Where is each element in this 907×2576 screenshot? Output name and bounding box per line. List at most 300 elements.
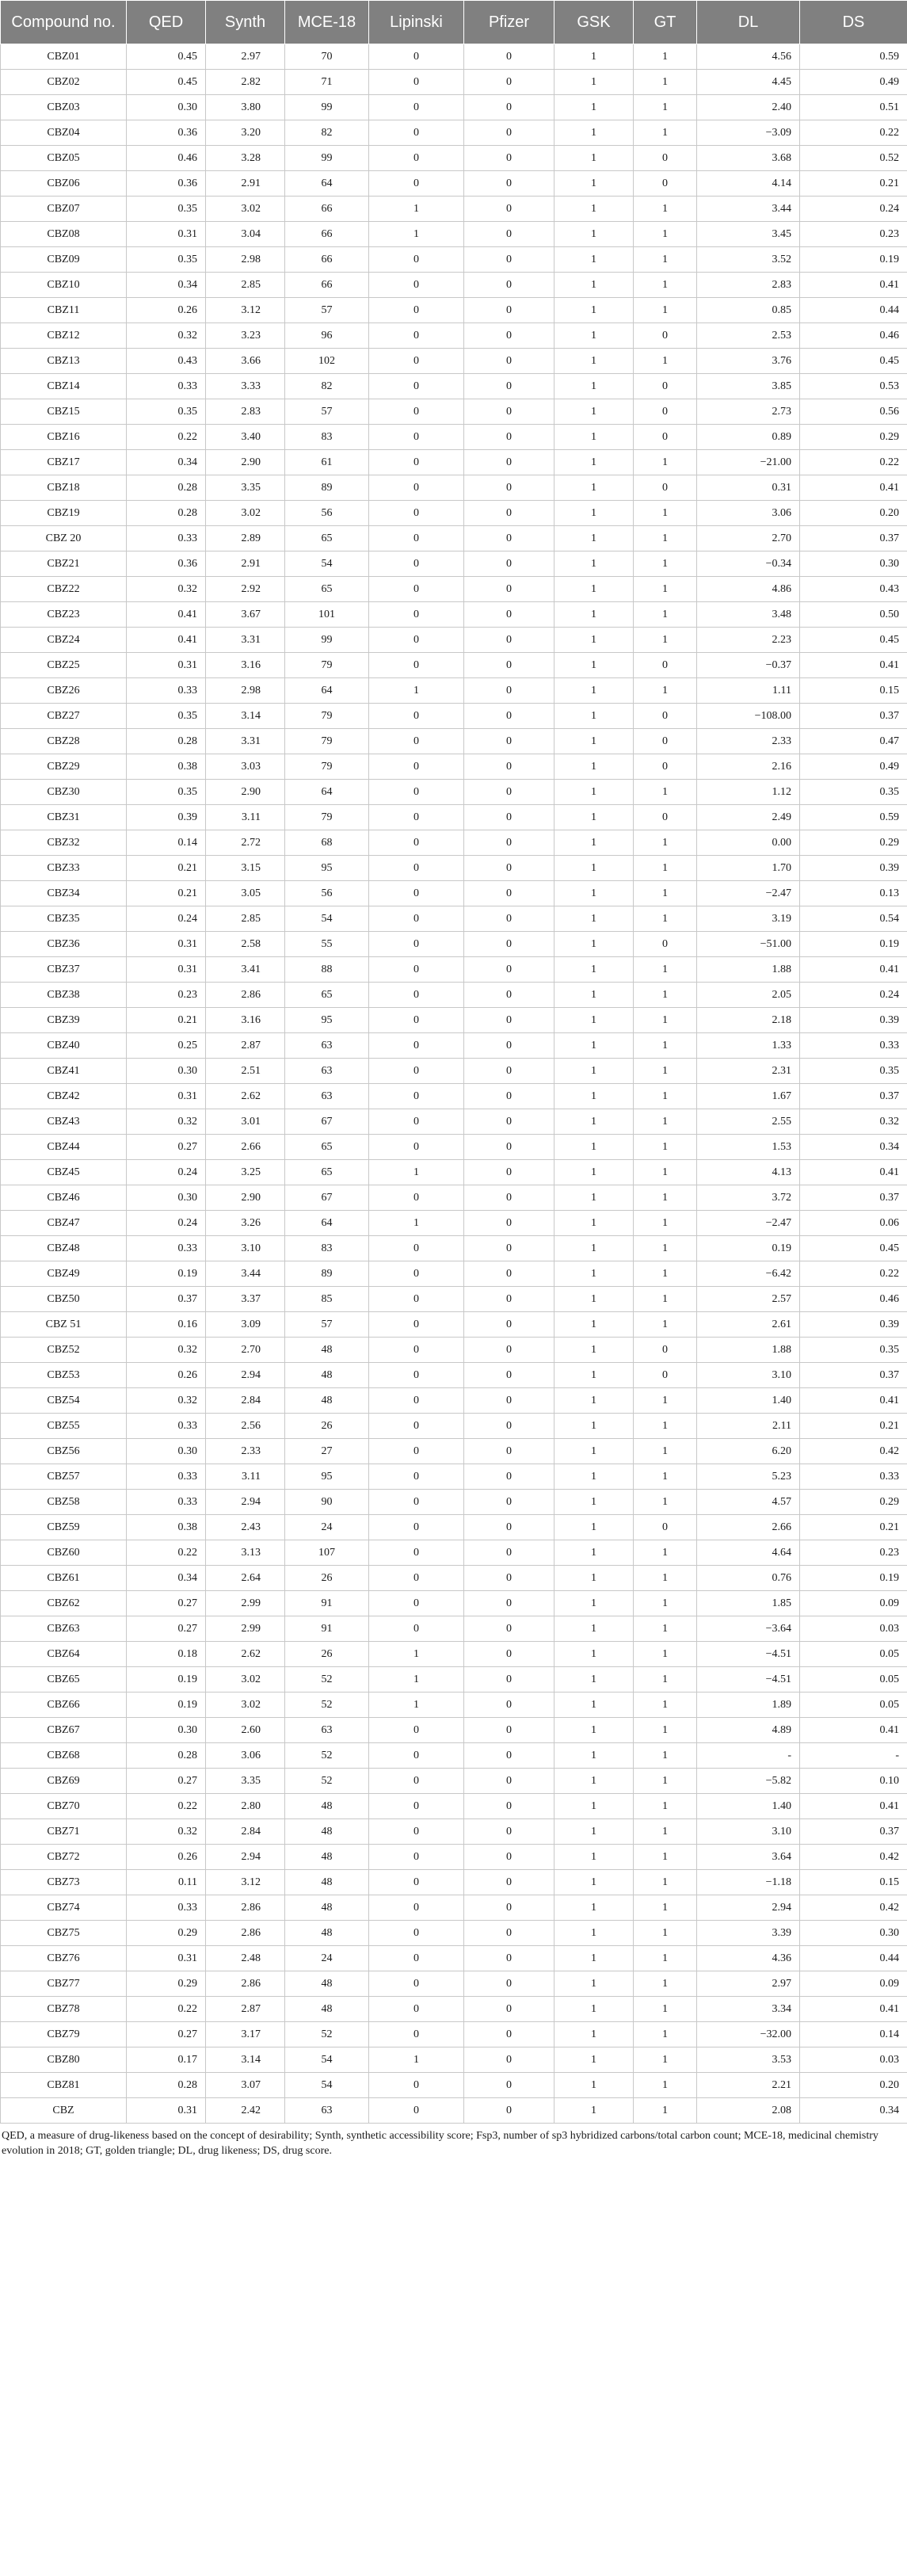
cell-qed: 0.22 [127,425,206,450]
cell-compound: CBZ12 [1,323,127,349]
cell-lipinski: 1 [369,1160,464,1185]
cell-dl: −51.00 [697,932,800,957]
cell-ds: 0.41 [800,1718,907,1743]
cell-qed: 0.28 [127,501,206,526]
cell-mce18: 107 [285,1540,369,1566]
cell-dl: 4.36 [697,1946,800,1971]
cell-dl: 3.64 [697,1845,800,1870]
cell-qed: 0.21 [127,881,206,906]
cell-lipinski: 0 [369,1743,464,1769]
cell-synth: 2.51 [206,1059,285,1084]
cell-qed: 0.33 [127,1895,206,1921]
table-row [1,957,907,983]
cell-gsk: 1 [554,526,634,551]
cell-lipinski: 1 [369,1642,464,1667]
cell-qed: 0.34 [127,450,206,475]
table-row [1,1946,907,1971]
cell-lipinski: 0 [369,1997,464,2022]
cell-synth: 2.48 [206,1946,285,1971]
cell-pfizer: 0 [464,1591,554,1616]
cell-dl: 1.33 [697,1033,800,1059]
cell-lipinski: 0 [369,450,464,475]
cell-qed: 0.38 [127,754,206,780]
cell-lipinski: 0 [369,501,464,526]
cell-gsk: 1 [554,830,634,856]
cell-mce18: 26 [285,1414,369,1439]
cell-ds: 0.41 [800,1794,907,1819]
cell-compound: CBZ60 [1,1540,127,1566]
cell-gt: 1 [634,44,697,70]
table-row [1,273,907,298]
cell-mce18: 48 [285,1338,369,1363]
cell-pfizer: 0 [464,704,554,729]
cell-gt: 0 [634,805,697,830]
column-header-gsk: GSK [554,1,634,44]
cell-pfizer: 0 [464,273,554,298]
cell-dl: 2.21 [697,2073,800,2098]
column-header-qed: QED [127,1,206,44]
cell-lipinski: 1 [369,1693,464,1718]
cell-dl: 1.85 [697,1591,800,1616]
cell-lipinski: 0 [369,628,464,653]
cell-synth: 2.92 [206,577,285,602]
cell-dl: −108.00 [697,704,800,729]
cell-compound: CBZ31 [1,805,127,830]
cell-lipinski: 0 [369,146,464,171]
cell-pfizer: 0 [464,1414,554,1439]
cell-mce18: 63 [285,1718,369,1743]
cell-qed: 0.28 [127,729,206,754]
cell-synth: 3.01 [206,1109,285,1135]
cell-lipinski: 0 [369,602,464,628]
cell-mce18: 64 [285,1211,369,1236]
cell-synth: 2.86 [206,1971,285,1997]
table-row [1,983,907,1008]
cell-dl: 1.53 [697,1135,800,1160]
table-row [1,222,907,247]
cell-qed: 0.29 [127,1971,206,1997]
cell-synth: 2.94 [206,1363,285,1388]
cell-gsk: 1 [554,754,634,780]
cell-qed: 0.35 [127,780,206,805]
cell-ds: 0.30 [800,551,907,577]
cell-ds: 0.59 [800,44,907,70]
cell-synth: 3.35 [206,1769,285,1794]
cell-qed: 0.31 [127,222,206,247]
cell-gt: 1 [634,1236,697,1261]
cell-gt: 1 [634,1388,697,1414]
cell-lipinski: 0 [369,957,464,983]
cell-mce18: 26 [285,1566,369,1591]
cell-mce18: 65 [285,1135,369,1160]
cell-synth: 3.07 [206,2073,285,2098]
cell-ds: 0.06 [800,1211,907,1236]
cell-mce18: 95 [285,1464,369,1490]
table-row [1,1769,907,1794]
table-row [1,1566,907,1591]
cell-lipinski: 0 [369,983,464,1008]
cell-mce18: 83 [285,1236,369,1261]
cell-gt: 1 [634,1946,697,1971]
cell-mce18: 65 [285,1160,369,1185]
cell-qed: 0.27 [127,2022,206,2047]
cell-gt: 1 [634,856,697,881]
cell-pfizer: 0 [464,501,554,526]
table-row [1,425,907,450]
cell-qed: 0.28 [127,2073,206,2098]
cell-dl: 2.08 [697,2098,800,2124]
cell-dl: −4.51 [697,1642,800,1667]
cell-pfizer: 0 [464,526,554,551]
table-row [1,1135,907,1160]
cell-synth: 2.86 [206,1895,285,1921]
cell-synth: 2.60 [206,1718,285,1743]
cell-lipinski: 1 [369,2047,464,2073]
cell-gt: 1 [634,1997,697,2022]
cell-gt: 1 [634,1185,697,1211]
cell-qed: 0.31 [127,957,206,983]
cell-lipinski: 0 [369,1566,464,1591]
table-row [1,1388,907,1414]
cell-compound: CBZ67 [1,1718,127,1743]
cell-gsk: 1 [554,1895,634,1921]
table-row [1,1312,907,1338]
cell-gsk: 1 [554,247,634,273]
cell-gsk: 1 [554,2073,634,2098]
cell-ds: 0.42 [800,1895,907,1921]
cell-compound: CBZ11 [1,298,127,323]
table-row [1,653,907,678]
table-row [1,1363,907,1388]
cell-synth: 2.85 [206,906,285,932]
cell-mce18: 64 [285,678,369,704]
cell-ds: 0.35 [800,1338,907,1363]
cell-pfizer: 0 [464,450,554,475]
table-row [1,1464,907,1490]
cell-lipinski: 0 [369,1490,464,1515]
cell-gsk: 1 [554,1211,634,1236]
cell-gsk: 1 [554,577,634,602]
cell-qed: 0.26 [127,1363,206,1388]
cell-pfizer: 0 [464,1971,554,1997]
cell-gsk: 1 [554,95,634,120]
cell-ds: 0.03 [800,1616,907,1642]
cell-synth: 2.58 [206,932,285,957]
table-row [1,70,907,95]
cell-mce18: 63 [285,1084,369,1109]
table-row [1,1261,907,1287]
cell-pfizer: 0 [464,1921,554,1946]
cell-ds: 0.49 [800,70,907,95]
cell-gsk: 1 [554,425,634,450]
cell-dl: 2.61 [697,1312,800,1338]
cell-gt: 0 [634,171,697,197]
cell-ds: 0.39 [800,1008,907,1033]
cell-compound: CBZ34 [1,881,127,906]
cell-pfizer: 0 [464,1743,554,1769]
cell-qed: 0.26 [127,298,206,323]
cell-synth: 3.31 [206,729,285,754]
cell-compound: CBZ54 [1,1388,127,1414]
cell-lipinski: 0 [369,932,464,957]
cell-mce18: 95 [285,1008,369,1033]
cell-mce18: 56 [285,881,369,906]
cell-pfizer: 0 [464,1794,554,1819]
cell-lipinski: 0 [369,44,464,70]
cell-compound: CBZ70 [1,1794,127,1819]
cell-dl: −4.51 [697,1667,800,1693]
table-row [1,399,907,425]
cell-dl: 3.72 [697,1185,800,1211]
cell-dl: 1.67 [697,1084,800,1109]
cell-pfizer: 0 [464,830,554,856]
cell-lipinski: 0 [369,323,464,349]
cell-compound: CBZ21 [1,551,127,577]
cell-ds: 0.45 [800,349,907,374]
column-header-compound: Compound no. [1,1,127,44]
cell-compound: CBZ75 [1,1921,127,1946]
cell-ds: 0.41 [800,1160,907,1185]
cell-gt: 1 [634,551,697,577]
cell-gsk: 1 [554,298,634,323]
cell-synth: 3.25 [206,1160,285,1185]
cell-qed: 0.35 [127,247,206,273]
cell-ds: 0.37 [800,1084,907,1109]
cell-gsk: 1 [554,1946,634,1971]
cell-ds: 0.45 [800,628,907,653]
cell-pfizer: 0 [464,1439,554,1464]
cell-ds: 0.37 [800,1185,907,1211]
cell-gsk: 1 [554,1388,634,1414]
cell-mce18: 67 [285,1185,369,1211]
cell-gt: 1 [634,1591,697,1616]
cell-gt: 0 [634,475,697,501]
cell-mce18: 101 [285,602,369,628]
cell-mce18: 48 [285,1845,369,1870]
cell-pfizer: 0 [464,551,554,577]
cell-dl: 4.89 [697,1718,800,1743]
cell-qed: 0.41 [127,628,206,653]
cell-qed: 0.29 [127,1921,206,1946]
cell-gt: 1 [634,120,697,146]
cell-ds: 0.20 [800,501,907,526]
cell-qed: 0.28 [127,1743,206,1769]
table-row [1,1236,907,1261]
cell-qed: 0.43 [127,349,206,374]
cell-dl: 4.13 [697,1160,800,1185]
cell-synth: 2.99 [206,1616,285,1642]
cell-lipinski: 0 [369,2022,464,2047]
cell-lipinski: 0 [369,1616,464,1642]
cell-dl: −3.09 [697,120,800,146]
cell-compound: CBZ39 [1,1008,127,1033]
cell-dl: −1.18 [697,1870,800,1895]
table-row [1,501,907,526]
cell-qed: 0.37 [127,1287,206,1312]
cell-synth: 2.87 [206,1997,285,2022]
cell-synth: 2.82 [206,70,285,95]
cell-compound: CBZ25 [1,653,127,678]
cell-mce18: 70 [285,44,369,70]
cell-compound: CBZ59 [1,1515,127,1540]
cell-gsk: 1 [554,780,634,805]
cell-ds: 0.09 [800,1971,907,1997]
cell-pfizer: 0 [464,2022,554,2047]
cell-dl: −2.47 [697,881,800,906]
cell-lipinski: 0 [369,1464,464,1490]
cell-dl: 4.14 [697,171,800,197]
cell-gt: 1 [634,247,697,273]
cell-qed: 0.24 [127,1160,206,1185]
cell-gsk: 1 [554,1109,634,1135]
cell-qed: 0.33 [127,1490,206,1515]
cell-gt: 0 [634,932,697,957]
cell-pfizer: 0 [464,805,554,830]
cell-ds: 0.37 [800,704,907,729]
cell-ds: 0.37 [800,1819,907,1845]
cell-mce18: 24 [285,1515,369,1540]
cell-gsk: 1 [554,1819,634,1845]
cell-mce18: 52 [285,1743,369,1769]
table-row [1,1591,907,1616]
cell-gsk: 1 [554,1794,634,1819]
cell-gt: 1 [634,2022,697,2047]
cell-pfizer: 0 [464,1312,554,1338]
cell-compound: CBZ53 [1,1363,127,1388]
table-row [1,197,907,222]
table-row [1,1287,907,1312]
cell-gt: 1 [634,678,697,704]
cell-pfizer: 0 [464,932,554,957]
cell-qed: 0.33 [127,1414,206,1439]
cell-mce18: 82 [285,120,369,146]
table-row [1,602,907,628]
cell-dl: 3.19 [697,906,800,932]
cell-mce18: 48 [285,1971,369,1997]
cell-synth: 3.02 [206,501,285,526]
table-row [1,1667,907,1693]
table-header-row [1,1,907,44]
cell-synth: 2.66 [206,1135,285,1160]
cell-pfizer: 0 [464,374,554,399]
cell-compound: CBZ68 [1,1743,127,1769]
cell-gt: 1 [634,1921,697,1946]
column-header-lipinski: Lipinski [369,1,464,44]
cell-compound: CBZ04 [1,120,127,146]
cell-dl: 3.10 [697,1819,800,1845]
cell-compound: CBZ15 [1,399,127,425]
cell-gt: 1 [634,1414,697,1439]
cell-mce18: 54 [285,2073,369,2098]
cell-gsk: 1 [554,653,634,678]
cell-lipinski: 0 [369,754,464,780]
cell-gsk: 1 [554,1642,634,1667]
cell-compound: CBZ 20 [1,526,127,551]
cell-ds: 0.35 [800,1059,907,1084]
cell-lipinski: 0 [369,1921,464,1946]
cell-gsk: 1 [554,881,634,906]
cell-gsk: 1 [554,906,634,932]
cell-synth: 3.11 [206,1464,285,1490]
cell-qed: 0.33 [127,374,206,399]
cell-dl: −32.00 [697,2022,800,2047]
cell-lipinski: 0 [369,856,464,881]
cell-lipinski: 0 [369,1540,464,1566]
cell-compound: CBZ18 [1,475,127,501]
cell-lipinski: 0 [369,1261,464,1287]
cell-gt: 1 [634,1845,697,1870]
cell-pfizer: 0 [464,1895,554,1921]
cell-qed: 0.31 [127,1946,206,1971]
cell-dl: 0.76 [697,1566,800,1591]
cell-gsk: 1 [554,1566,634,1591]
cell-gt: 1 [634,70,697,95]
cell-gsk: 1 [554,1591,634,1616]
column-header-mce18: MCE-18 [285,1,369,44]
cell-qed: 0.32 [127,1338,206,1363]
cell-gsk: 1 [554,349,634,374]
cell-lipinski: 0 [369,1363,464,1388]
cell-mce18: 48 [285,1921,369,1946]
cell-compound: CBZ 51 [1,1312,127,1338]
cell-ds: 0.03 [800,2047,907,2073]
cell-dl: 2.31 [697,1059,800,1084]
cell-mce18: 54 [285,551,369,577]
cell-pfizer: 0 [464,1845,554,1870]
cell-synth: 2.91 [206,171,285,197]
cell-compound: CBZ28 [1,729,127,754]
cell-compound: CBZ71 [1,1819,127,1845]
cell-gt: 0 [634,754,697,780]
cell-lipinski: 0 [369,1794,464,1819]
cell-dl: 2.70 [697,526,800,551]
cell-lipinski: 0 [369,95,464,120]
cell-pfizer: 0 [464,1819,554,1845]
cell-pfizer: 0 [464,197,554,222]
cell-pfizer: 0 [464,729,554,754]
cell-ds: 0.59 [800,805,907,830]
cell-ds: 0.44 [800,1946,907,1971]
cell-ds: 0.52 [800,146,907,171]
cell-compound: CBZ58 [1,1490,127,1515]
cell-lipinski: 0 [369,830,464,856]
cell-lipinski: 0 [369,1236,464,1261]
cell-compound: CBZ40 [1,1033,127,1059]
cell-pfizer: 0 [464,2073,554,2098]
cell-qed: 0.30 [127,95,206,120]
cell-lipinski: 0 [369,729,464,754]
cell-synth: 3.12 [206,298,285,323]
cell-mce18: 85 [285,1287,369,1312]
cell-dl: 2.94 [697,1895,800,1921]
cell-ds: 0.19 [800,247,907,273]
cell-pfizer: 0 [464,247,554,273]
cell-mce18: 64 [285,171,369,197]
cell-ds: 0.29 [800,425,907,450]
cell-pfizer: 0 [464,1515,554,1540]
cell-dl: 1.40 [697,1388,800,1414]
cell-compound: CBZ44 [1,1135,127,1160]
cell-gt: 0 [634,1363,697,1388]
cell-lipinski: 0 [369,425,464,450]
cell-lipinski: 0 [369,526,464,551]
cell-synth: 3.80 [206,95,285,120]
cell-compound: CBZ17 [1,450,127,475]
cell-compound: CBZ80 [1,2047,127,2073]
cell-ds: 0.54 [800,906,907,932]
cell-gsk: 1 [554,957,634,983]
cell-synth: 2.84 [206,1819,285,1845]
